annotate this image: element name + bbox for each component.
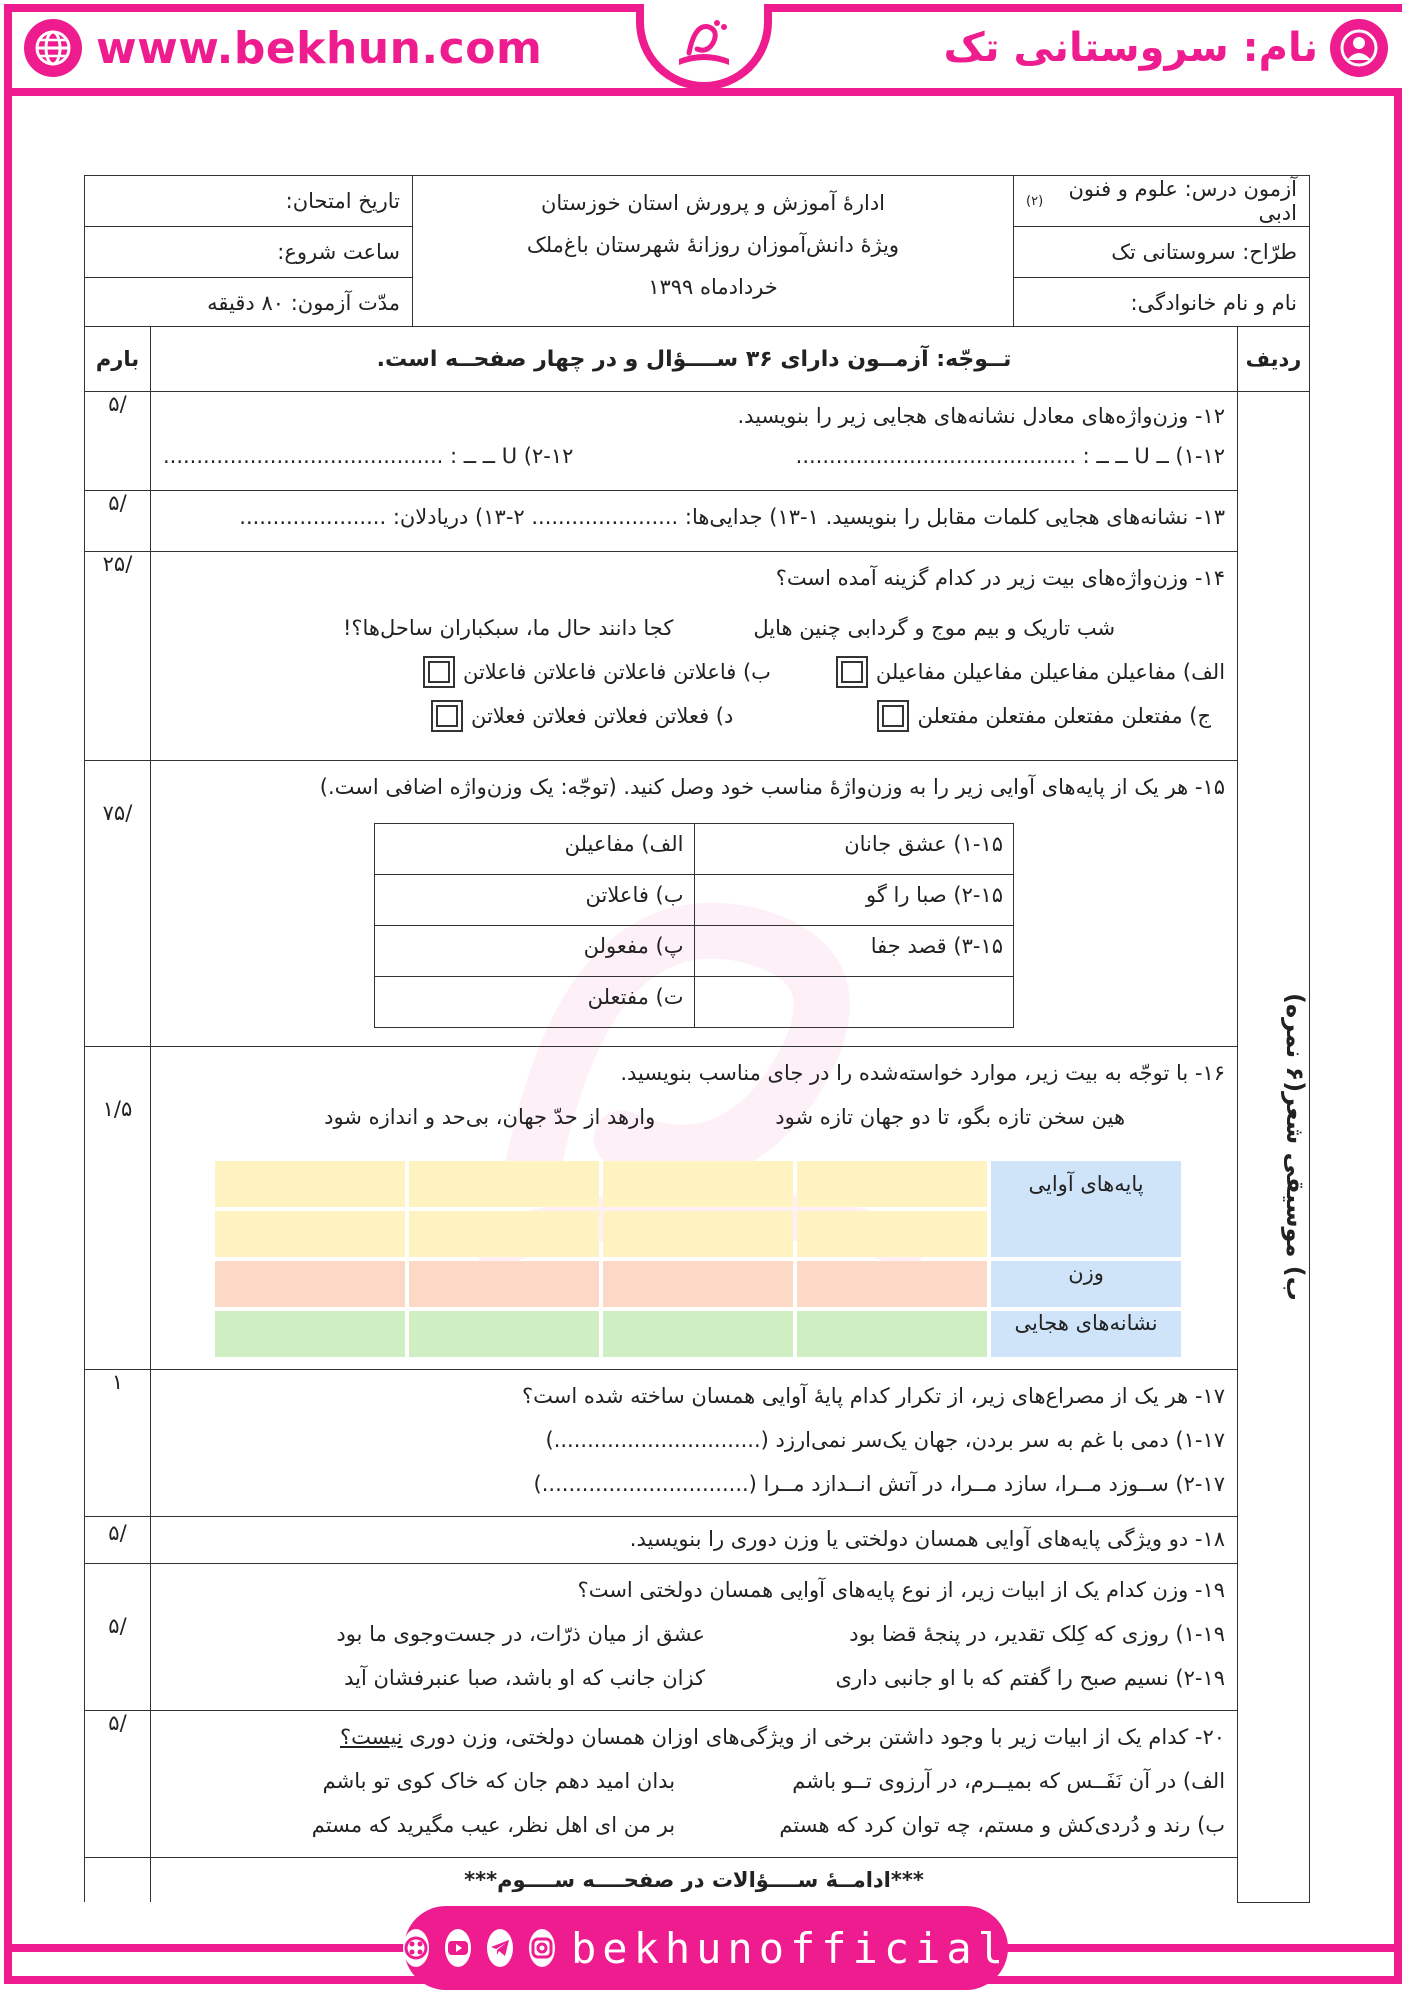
- q12-score: /۵: [85, 392, 151, 491]
- q20-b-line-1: ب) رند و دُردی‌کش و مستم، چه توان کرد که هستم: [779, 1813, 1226, 1837]
- continue-note: ***ادامــهٔ ســــؤالات در صفحــــه ســــوم***: [150, 1858, 1237, 1903]
- question-19: [85, 1564, 1310, 1711]
- question-15: [85, 761, 1310, 1047]
- section-label: ب) موسیقی شعر(۶ نمره): [1281, 992, 1309, 1301]
- label-meter: وزن: [991, 1261, 1181, 1307]
- exam-duration: مدّت آزمون: ۸۰ دقیقه: [207, 291, 400, 315]
- q15-score: /۷۵: [85, 761, 151, 1047]
- q16-verse-2: وارهد از حدّ جهان، بی‌حد و اندازه شود: [324, 1105, 656, 1129]
- question-20: [85, 1711, 1310, 1858]
- q14-verse-1: شب تاریک و بیم موج و گردابی چنین هایل: [753, 616, 1116, 640]
- q16-score: ۱/۵: [85, 1047, 151, 1370]
- feet-cell[interactable]: [215, 1211, 405, 1257]
- q14-text: ۱۴- وزن‌واژه‌های بیت زیر در کدام گزینه آمده است؟: [775, 566, 1226, 590]
- student-name-field: نام و نام خانوادگی:: [1130, 291, 1297, 315]
- course-level: (۲): [1026, 193, 1044, 209]
- syllables-cell[interactable]: [215, 1311, 405, 1357]
- youtube-icon[interactable]: [445, 1929, 471, 1967]
- label-feet: پایه‌های آوایی: [991, 1161, 1181, 1257]
- q15-left-1[interactable]: ۱-۱۵) عشق جانان: [694, 824, 1014, 875]
- q19-score: /۵: [85, 1564, 151, 1711]
- question-14: [85, 552, 1310, 761]
- start-time: ساعت شروع:: [85, 227, 412, 278]
- q15-right-c[interactable]: پ) مفعولن: [375, 926, 695, 977]
- exam-table: [84, 175, 1310, 1903]
- column-header-row: [85, 327, 1310, 392]
- q13-score: /۵: [85, 491, 151, 552]
- score-header: بارم: [85, 327, 151, 392]
- scansion-grid: [211, 1157, 1185, 1361]
- checkbox[interactable]: [836, 656, 868, 688]
- meter-cell[interactable]: [409, 1261, 599, 1307]
- globe-icon: [24, 19, 82, 77]
- feet-cell[interactable]: [409, 1161, 599, 1207]
- instagram-icon[interactable]: [529, 1929, 555, 1967]
- matching-table: [374, 823, 1014, 1028]
- exam-month: خردادماه ۱۳۹۹: [648, 275, 778, 299]
- q16-text: ۱۶- با توجّه به بیت زیر، موارد خواسته‌شده را در جای مناسب بنویسید.: [620, 1061, 1226, 1085]
- q14-option-d[interactable]: د) فعلاتن فعلاتن فعلاتن فعلاتن: [431, 694, 733, 738]
- course-title: آزمون درس: علوم و فنون ادبی: [1068, 177, 1297, 225]
- q12-text: ۱۲- وزن‌واژه‌های معادل نشانه‌های هجایی زیر را بنویسید.: [737, 404, 1226, 428]
- course-info: [1013, 176, 1309, 326]
- name-label: نام: سروستانی تک: [943, 25, 1318, 71]
- feet-cell[interactable]: [797, 1211, 987, 1257]
- q19-a-line-1: ۱-۱۹) روزی که کِلک تقدیر، در پنجهٔ قضا بود: [849, 1622, 1226, 1646]
- question-12: [85, 392, 1310, 491]
- exam-timing: [85, 176, 412, 326]
- q15-right-b[interactable]: ب) فاعلاتن: [375, 875, 695, 926]
- social-footer[interactable]: [404, 1906, 1008, 1990]
- question-18: [85, 1517, 1310, 1564]
- syllables-cell[interactable]: [409, 1311, 599, 1357]
- q20-text: ۲۰- کدام یک از ابیات زیر با وجود داشتن برخی از ویژگی‌های اوزان همسان دولختی، وزن دوری: [402, 1725, 1226, 1749]
- website-link[interactable]: [24, 18, 542, 78]
- telegram-icon[interactable]: [487, 1929, 513, 1967]
- user-icon: [1330, 19, 1388, 77]
- section-label-cell: [1238, 392, 1310, 1903]
- social-handle: bekhunofficial: [571, 1923, 1010, 1973]
- q20-score: /۵: [85, 1711, 151, 1858]
- q19-a-line-2: عشق از میان ذرّات، در جست‌وجوی ما بود: [336, 1622, 706, 1646]
- meter-cell[interactable]: [215, 1261, 405, 1307]
- q17-part-a[interactable]: ۱-۱۷) دمی با غم به سر بردن، جهان یک‌سر نمی‌ارزد (...............................): [545, 1428, 1226, 1452]
- feet-cell[interactable]: [797, 1161, 987, 1207]
- q20-b-line-2: بر من ای اهل نظر، عیب مگیرید که مستم: [311, 1813, 676, 1837]
- exam-date: تاریخ امتحان:: [85, 176, 412, 227]
- org-line-2: ویژهٔ دانش‌آموزان روزانهٔ شهرستان باغ‌ملک: [526, 233, 900, 257]
- q14-verse-2: کجا دانند حال ما، سبکباران ساحل‌ها؟!: [342, 616, 674, 640]
- q20-a-line-2: بدان امید دهم جان که خاک کوی تو باشم: [322, 1769, 676, 1793]
- book-logo-icon: [669, 13, 739, 73]
- q17-score: ۱: [85, 1370, 151, 1517]
- q15-text: ۱۵- هر یک از پایه‌های آوایی زیر را به وزن‌واژهٔ مناسب خود وصل کنید. (توجّه: یک وزن‌واژه اضافی است.): [319, 775, 1226, 799]
- q20-a-line-1: الف) در آن نَفَــس که بمیــرم، در آرزوی تــو باشم: [792, 1769, 1226, 1793]
- meter-cell[interactable]: [797, 1261, 987, 1307]
- q19-text: ۱۹- وزن کدام یک از ابیات زیر، از نوع پایه‌های آوایی همسان دولختی است؟: [577, 1578, 1226, 1602]
- q14-option-b[interactable]: ب) فاعلاتن فاعلاتن فاعلاتن فاعلاتن: [423, 650, 771, 694]
- q15-right-a[interactable]: الف) مفاعیلن: [375, 824, 695, 875]
- feet-cell[interactable]: [603, 1211, 793, 1257]
- q20-text-underlined: نیست؟: [339, 1725, 403, 1749]
- q19-b-line-1: ۲-۱۹) نسیم صبح را گفتم که با او جانبی داری: [835, 1666, 1226, 1690]
- q15-right-d[interactable]: ت) مفتعلن: [375, 977, 695, 1028]
- question-17: [85, 1370, 1310, 1517]
- checkbox[interactable]: [877, 700, 909, 732]
- q18-score: /۵: [85, 1517, 151, 1564]
- q14-option-a[interactable]: الف) مفاعیلن مفاعیلن مفاعیلن مفاعیلن: [836, 650, 1225, 694]
- q14-score: /۲۵: [85, 552, 151, 761]
- q15-left-3[interactable]: ۳-۱۵) قصد جفا: [694, 926, 1014, 977]
- q14-option-c[interactable]: ج) مفتعلن مفتعلن مفتعلن مفتعلن: [877, 694, 1211, 738]
- website-url: www.bekhun.com: [96, 22, 543, 74]
- q18-text: ۱۸- دو ویژگی پایه‌های آوایی همسان دولختی یا وزن دوری را بنویسید.: [629, 1527, 1226, 1551]
- question-16: [85, 1047, 1310, 1370]
- organization-info: [412, 176, 1013, 326]
- meter-cell[interactable]: [603, 1261, 793, 1307]
- exam-note: تــوجّه: آزمــون دارای ۳۶ ســــؤال و در چهار صفحــه است.: [150, 327, 1237, 392]
- org-line-1: ادارهٔ آموزش و پرورش استان خوزستان: [540, 191, 886, 215]
- checkbox[interactable]: [423, 656, 455, 688]
- designer: طرّاح: سروستانی تک: [1014, 227, 1309, 278]
- syllables-cell[interactable]: [603, 1311, 793, 1357]
- q12-part-b[interactable]: ۲-۱۲) U ــ ــ : ..........................................: [162, 444, 574, 468]
- aparat-icon[interactable]: [403, 1929, 429, 1967]
- q17-part-b[interactable]: ۲-۱۷) ســوزد مــرا، سازد مــرا، در آتش انــدازد مــرا (...............................): [533, 1472, 1226, 1496]
- checkbox[interactable]: [431, 700, 463, 732]
- syllables-cell[interactable]: [797, 1311, 987, 1357]
- feet-cell[interactable]: [409, 1211, 599, 1257]
- label-syllables: نشانه‌های هجایی: [991, 1311, 1181, 1357]
- q12-part-a[interactable]: ۱-۱۲) ــ U ــ ــ : ..........................................: [795, 444, 1226, 468]
- continue-row: [85, 1858, 1310, 1903]
- q15-left-2[interactable]: ۲-۱۵) صبا را گو: [694, 875, 1014, 926]
- q15-left-4: [694, 977, 1014, 1028]
- feet-cell[interactable]: [215, 1161, 405, 1207]
- q17-text: ۱۷- هر یک از مصراع‌های زیر، از تکرار کدام پایهٔ آوایی همسان ساخته شده است؟: [522, 1384, 1226, 1408]
- question-13: [85, 491, 1310, 552]
- row-number-header: ردیف: [1238, 327, 1310, 392]
- feet-cell[interactable]: [603, 1161, 793, 1207]
- author-name: [944, 18, 1388, 78]
- q19-b-line-2: کزان جانب که او باشد، صبا عنبرفشان آید: [344, 1666, 706, 1690]
- q13-text[interactable]: ۱۳- نشانه‌های هجایی کلمات مقابل را بنویسید. ۱-۱۳) جدایی‌ها: ...................... ۲-۱۳) دریادلان: ......................: [239, 505, 1226, 529]
- q16-verse-1: هین سخن تازه بگو، تا دو جهان تازه شود: [775, 1105, 1126, 1129]
- exam-header-row: [85, 176, 1310, 327]
